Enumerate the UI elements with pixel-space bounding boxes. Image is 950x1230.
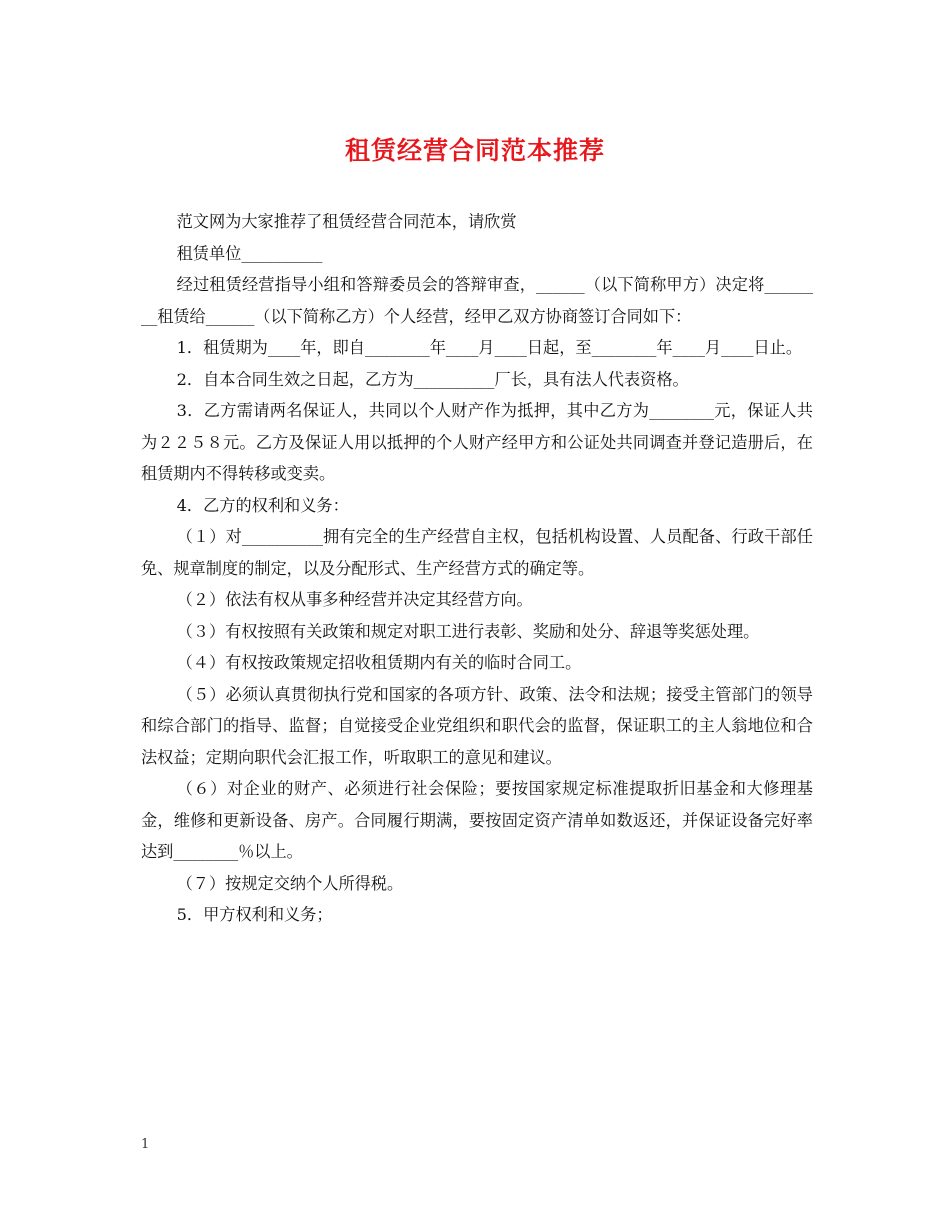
paragraph-clause-4-7: （７）按规定交纳个人所得税。: [176, 873, 404, 893]
paragraph-clause-4-5: （５）必须认真贯彻执行党和国家的各项方针、政策、法令和法规；接受主管部门的领导和综合部门的指导、监督；自觉接受企业党组织和职代会的监督，保证职工的主人翁地位和合法权益；定期向职代会汇报工作，听取职工的意见和建议。: [141, 684, 813, 767]
paragraph-clause-4-6: （６）对企业的财产、必须进行社会保险；要按国家规定标准提取折旧基金和大修理基金，维修和更新设备、房产。合同履行期满，要按固定资产清单如数返还，并保证设备完好率达到________％以上。: [141, 779, 813, 861]
paragraph-clause-5: 5．甲方权利和义务；: [176, 905, 333, 924]
paragraph-clause-4-3: （３）有权按照有关政策和规定对职工进行表彰、奖励和处分、辞退等奖惩处理。: [176, 621, 760, 641]
paragraph-clause-4-1: （１）对__________拥有完全的生产经营自主权，包括机构设置、人员配备、行政干部任免、规章制度的制定，以及分配形式、生产经营方式的确定等。: [141, 527, 813, 578]
paragraph-clause-4-4: （４）有权按政策规定招收租赁期内有关的临时合同工。: [176, 653, 582, 672]
paragraph-lessor-unit: 租赁单位__________: [176, 243, 323, 263]
paragraph-clause-4: 4．乙方的权利和义务：: [176, 495, 349, 515]
paragraph-intro: 范文网为大家推荐了租赁经营合同范本，请欣赏: [176, 212, 517, 231]
paragraph-preamble: 经过租赁经营指导小组和答辩委员会的答辩审查，______（以下简称甲方）决定将________租赁给______（以下简称乙方）个人经营，经甲乙双方协商签订合同如下：: [141, 275, 813, 326]
paragraph-clause-3: 3．乙方需请两名保证人，共同以个人财产作为抵押，其中乙方为________元，保证人共为２２５８元。乙方及保证人用以抵押的个人财产经甲方和公证处共同调查并登记造册后，在租赁期内不得转移或变卖。: [141, 401, 813, 483]
document-body: [141, 206, 813, 931]
paragraph-clause-2: 2．自本合同生效之日起，乙方为__________厂长，具有法人代表资格。: [176, 369, 689, 389]
document-title: 租赁经营合同范本推荐: [344, 136, 605, 165]
paragraph-clause-1: 1．租赁期为____年，即自________年____月____日起，至________年____月____日止。: [176, 338, 803, 357]
paragraph-clause-4-2: （２）依法有权从事多种经营并决定其经营方向。: [176, 590, 533, 609]
page-number: 1: [141, 1137, 150, 1152]
